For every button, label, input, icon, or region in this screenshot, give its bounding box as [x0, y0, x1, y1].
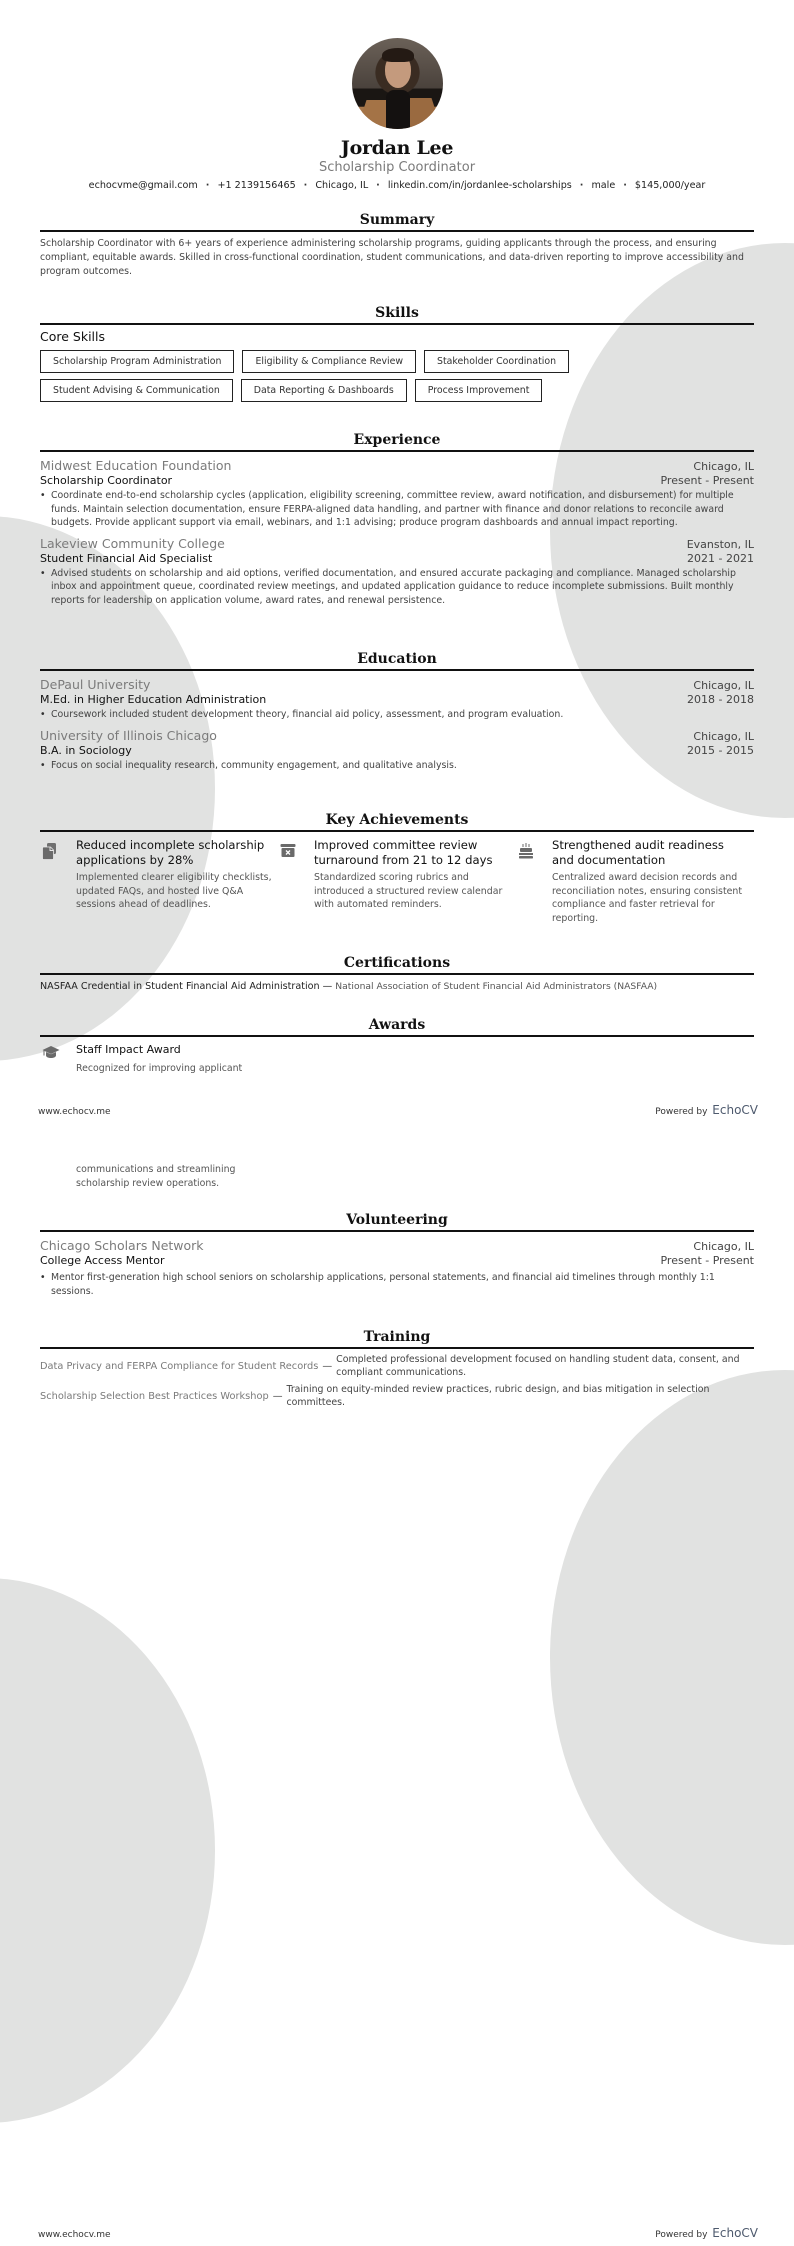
background-circle-left — [0, 1578, 215, 2123]
skill-tag: Stakeholder Coordination — [424, 350, 569, 373]
volunteering-entry — [40, 1238, 754, 1298]
separator-dot: · — [303, 180, 308, 191]
experience-bullet: • Advised students on scholarship and aid options, verified documentation, and ensured accurate packaging and compliance. Managed scholarship inbox and appointment queue, coordinated review meetings, and updated application guidance to reduce incomplete submissions. Built monthly reports for leadership on application volume, award rates, and renewal persistence. — [40, 567, 754, 608]
footer-powered-by — [655, 2226, 758, 2240]
powered-by-label: Powered by — [655, 1107, 708, 1117]
separator-dot: · — [376, 180, 380, 191]
training-item — [40, 1384, 754, 1409]
training-section — [40, 1329, 754, 1409]
footer-brand[interactable]: EchoCV — [712, 2226, 758, 2240]
resume-page-2 — [0, 1123, 794, 2246]
achievement-item — [278, 838, 516, 925]
training-name: Scholarship Selection Best Practices Workshop — [40, 1391, 269, 1402]
experience-location: Chicago, IL — [693, 460, 754, 473]
candidate-name: Jordan Lee — [340, 137, 454, 159]
contact-linkedin[interactable]: linkedin.com/in/jordanlee-scholarships — [387, 180, 572, 191]
experience-location: Evanston, IL — [686, 537, 754, 551]
experience-role: Scholarship Coordinator — [40, 474, 173, 487]
experience-org: Lakeview Community College — [40, 535, 225, 551]
certification-separator: — — [322, 981, 333, 992]
experience-dates: Present - Present — [660, 474, 754, 487]
achievement-desc: Centralized award decision records and reconciliation notes, ensuring consistent compliance and faster retrieval for reporting. — [552, 872, 742, 924]
education-bullet: • Coursework included student development theory, financial aid policy, assessment, and program evaluation. — [40, 708, 754, 722]
skill-tag: Scholarship Program Administration — [40, 350, 234, 373]
footer-site-link[interactable]: www.echocv.me — [38, 1107, 111, 1117]
section-heading-volunteering: Volunteering — [40, 1212, 754, 1232]
graduation-cap-icon — [40, 1043, 76, 1076]
award-item — [40, 1043, 754, 1076]
experience-entry — [40, 458, 754, 530]
achievement-item — [40, 838, 278, 925]
education-degree: M.Ed. in Higher Education Administration — [40, 693, 267, 706]
training-item — [40, 1354, 754, 1379]
education-entry — [40, 728, 754, 773]
certification-name: NASFAA Credential in Student Financial Aid Administration — [40, 981, 320, 992]
skill-tag: Eligibility & Compliance Review — [242, 350, 416, 373]
skills-row — [40, 379, 754, 402]
powered-by-label: Powered by — [655, 2230, 708, 2240]
volunteering-role: College Access Mentor — [40, 1254, 165, 1267]
experience-org: Midwest Education Foundation — [40, 458, 232, 473]
experience-section — [40, 432, 754, 607]
skill-tag: Student Advising & Communication — [40, 379, 233, 402]
achievement-title: Strengthened audit readiness and documentation — [552, 838, 724, 867]
experience-bullet: • Coordinate end-to-end scholarship cycles (application, eligibility screening, committee review, award notification, and disbursement) for multiple funds. Maintain selection documentation, ensure FERPA-aligned data handling, and partner with finance and donor relations to reconcile award budgets. Provide applicant support via email, webinars, and 1:1 advising; produce program dashboards and annual impact reporting. — [40, 489, 754, 530]
awards-section — [40, 1017, 754, 1076]
certifications-section — [40, 955, 754, 992]
volunteering-org: Chicago Scholars Network — [40, 1238, 204, 1253]
section-heading-achievements: Key Achievements — [40, 812, 754, 832]
achievement-title: Reduced incomplete scholarship applications by 28% — [76, 838, 265, 867]
separator-dot: · — [205, 180, 210, 191]
education-dates: 2018 - 2018 — [687, 693, 754, 706]
volunteering-dates: Present - Present — [660, 1254, 754, 1267]
page-footer — [38, 1103, 758, 1117]
award-title: Staff Impact Award — [76, 1043, 181, 1056]
footer-site-link[interactable]: www.echocv.me — [38, 2230, 111, 2240]
award-continuation — [40, 1163, 754, 1191]
section-heading-skills: Skills — [40, 305, 754, 325]
footer-brand[interactable]: EchoCV — [712, 1103, 758, 1117]
training-desc: Training on equity-minded review practices, rubric design, and bias mitigation in selection committees. — [286, 1384, 710, 1408]
training-separator: — — [322, 1361, 333, 1372]
background-circle-right — [550, 1370, 794, 1945]
education-degree: B.A. in Sociology — [40, 743, 132, 757]
education-school: DePaul University — [40, 677, 151, 692]
education-school: University of Illinois Chicago — [40, 727, 217, 743]
certification-issuer: National Association of Student Financial Aid Administrators (NASFAA) — [335, 981, 658, 992]
achievement-title: Improved committee review turnaround from 21 to 12 days — [314, 838, 493, 867]
achievement-desc: Implemented clearer eligibility checklists, updated FAQs, and hosted live Q&A sessions ahead of deadlines. — [76, 872, 272, 910]
skills-section — [40, 305, 754, 402]
skill-tag: Process Improvement — [415, 379, 543, 402]
section-heading-education: Education — [40, 651, 754, 671]
achievement-item — [516, 838, 754, 925]
education-entry — [40, 677, 754, 722]
volunteering-bullet: • Mentor first-generation high school seniors on scholarship applications, personal statements, and financial aid timelines through monthly 1:1 sessions. — [40, 1271, 754, 1298]
training-name: Data Privacy and FERPA Compliance for Student Records — [40, 1361, 319, 1372]
candidate-title: Scholarship Coordinator — [318, 160, 476, 175]
contact-line — [40, 180, 754, 191]
section-heading-awards: Awards — [40, 1017, 754, 1037]
experience-role: Student Financial Aid Specialist — [40, 551, 213, 565]
achievement-desc: Standardized scoring rubrics and introduced a structured review calendar with automated reminders. — [314, 872, 503, 910]
summary-section — [40, 212, 754, 279]
training-separator: — — [272, 1391, 283, 1402]
volunteering-section — [40, 1212, 754, 1298]
experience-entry — [40, 536, 754, 608]
education-location: Chicago, IL — [693, 729, 754, 743]
page-footer — [38, 2226, 758, 2240]
certification-item — [40, 981, 754, 992]
copy-icon — [40, 838, 76, 925]
section-heading-summary: Summary — [40, 212, 754, 232]
contact-phone[interactable]: +1 2139156465 — [217, 180, 296, 191]
contact-location: Chicago, IL — [315, 180, 369, 191]
section-heading-certifications: Certifications — [40, 955, 754, 975]
contact-salary: $145,000/year — [634, 180, 706, 191]
education-location: Chicago, IL — [693, 679, 754, 692]
volunteering-location: Chicago, IL — [693, 1240, 754, 1253]
skills-row — [40, 350, 754, 373]
education-section — [40, 651, 754, 772]
contact-email[interactable]: echocvme@gmail.com — [88, 180, 198, 191]
avatar — [352, 38, 443, 129]
contact-gender: male — [591, 180, 616, 191]
achievements-section — [40, 812, 754, 925]
section-heading-experience: Experience — [40, 432, 754, 452]
award-desc: Recognized for improving applicant — [76, 1063, 243, 1074]
separator-dot: · — [623, 180, 627, 191]
training-desc: Completed professional development focused on handling student data, consent, and compliant communications. — [336, 1354, 740, 1378]
skills-subheading: Core Skills — [40, 329, 106, 344]
separator-dot: · — [579, 180, 584, 191]
section-heading-training: Training — [40, 1329, 754, 1349]
skill-tag: Data Reporting & Dashboards — [241, 379, 407, 402]
resume-header — [40, 38, 754, 191]
archive-box-x-icon — [278, 838, 314, 925]
award-desc-continued: communications and streamlining scholarship review operations. — [76, 1164, 236, 1189]
education-dates: 2015 - 2015 — [687, 743, 754, 757]
birthday-cake-icon — [516, 838, 552, 925]
footer-powered-by — [655, 1103, 758, 1117]
summary-text: Scholarship Coordinator with 6+ years of experience administering scholarship programs, guiding applicants through the process, and ensuring compliant, equitable awards. Skilled in cross-functional coordination, student communications, and data-driven reporting to improve accessibility and program outcomes. — [40, 238, 744, 277]
education-bullet: • Focus on social inequality research, community engagement, and qualitative analysis. — [40, 759, 754, 773]
experience-dates: 2021 - 2021 — [687, 551, 754, 565]
